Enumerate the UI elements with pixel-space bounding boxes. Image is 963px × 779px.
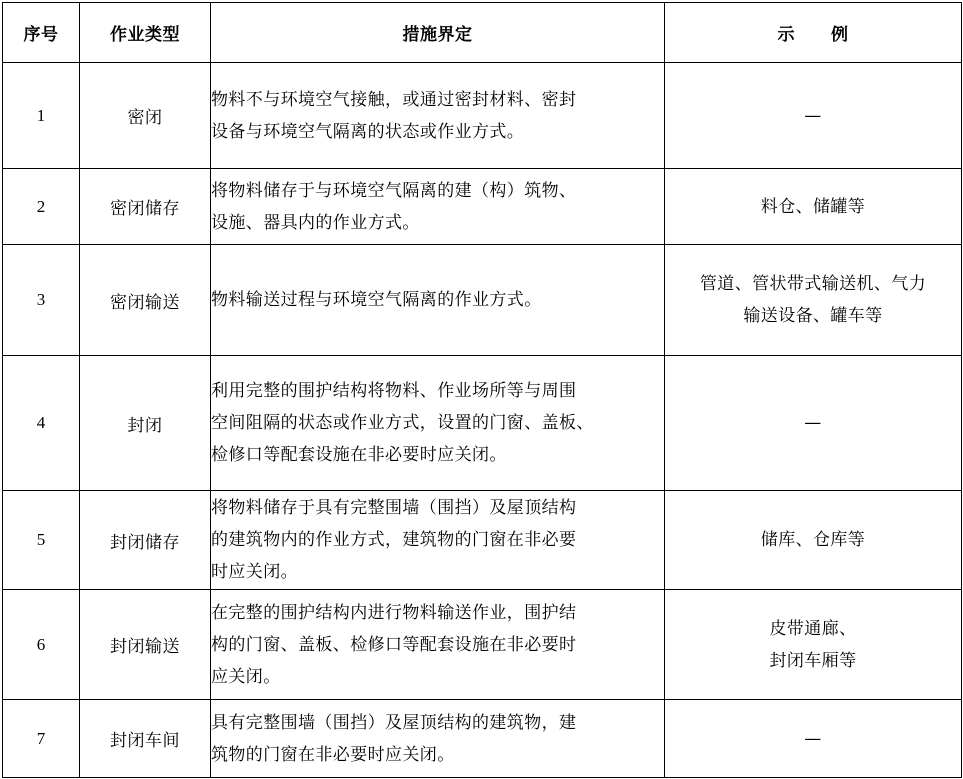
example-line: 输送设备、罐车等 — [743, 306, 883, 326]
row-example — [665, 356, 962, 491]
table-header-row — [3, 3, 962, 63]
row-num: 1 — [3, 63, 80, 169]
row-num: 2 — [3, 169, 80, 245]
row-type: 密闭 — [80, 63, 211, 169]
row-definition — [211, 700, 665, 778]
definition-line: 时应关闭。 — [211, 562, 298, 582]
example-line: — — [804, 413, 822, 433]
table-row — [3, 63, 962, 169]
row-example — [665, 700, 962, 778]
row-definition — [211, 491, 665, 590]
row-type: 封闭车间 — [80, 700, 211, 778]
header-num: 序号 — [3, 3, 80, 63]
row-definition — [211, 590, 665, 700]
row-type: 封闭 — [80, 356, 211, 491]
row-example — [665, 245, 962, 356]
example-line: — — [804, 728, 822, 749]
row-example — [665, 491, 962, 590]
row-num: 4 — [3, 356, 80, 491]
header-definition: 措施界定 — [211, 3, 665, 63]
table-row — [3, 169, 962, 245]
row-definition — [211, 245, 665, 356]
row-example — [665, 590, 962, 700]
row-num: 5 — [3, 491, 80, 590]
definition-line: 筑物的门窗在非必要时应关闭。 — [211, 744, 455, 765]
row-definition — [211, 63, 665, 169]
definition-line: 构的门窗、盖板、检修口等配套设施在非必要时 — [211, 634, 577, 655]
definition-line: 物料不与环境空气接触，或通过密封材料、密封 — [211, 89, 577, 110]
row-type: 密闭输送 — [80, 245, 211, 356]
definition-line: 检修口等配套设施在非必要时应关闭。 — [211, 445, 507, 465]
example-line: 管道、管状带式输送机、气力 — [699, 274, 927, 294]
table-row — [3, 245, 962, 356]
header-example-char-1: 示 — [777, 25, 795, 45]
header-example — [665, 3, 962, 63]
table-row — [3, 700, 962, 778]
definition-line: 具有完整围墙（围挡）及屋顶结构的建筑物，建 — [211, 712, 577, 733]
row-num: 6 — [3, 590, 80, 700]
row-definition — [211, 169, 665, 245]
definition-line: 利用完整的围护结构将物料、作业场所等与周围 — [211, 381, 577, 401]
definition-line: 在完整的围护结构内进行物料输送作业，围护结 — [211, 602, 577, 623]
row-example — [665, 169, 962, 245]
definition-line: 的建筑物内的作业方式，建筑物的门窗在非必要 — [211, 530, 577, 550]
measures-table — [2, 2, 962, 778]
definition-line: 设施、器具内的作业方式。 — [211, 212, 420, 233]
example-line: 封闭车厢等 — [769, 650, 857, 671]
example-line: 料仓、储罐等 — [760, 196, 866, 217]
definition-line: 空间阻隔的状态或作业方式，设置的门窗、盖板、 — [211, 413, 594, 433]
row-num: 7 — [3, 700, 80, 778]
definition-line: 物料输送过程与环境空气隔离的作业方式。 — [211, 290, 542, 310]
row-definition — [211, 356, 665, 491]
example-line: 储库、仓库等 — [760, 530, 866, 550]
definition-line: 应关闭。 — [211, 666, 281, 687]
header-example-char-2: 例 — [831, 25, 849, 45]
row-num: 3 — [3, 245, 80, 356]
row-type: 封闭输送 — [80, 590, 211, 700]
definition-line: 设备与环境空气隔离的状态或作业方式。 — [211, 121, 525, 142]
row-example — [665, 63, 962, 169]
example-line: — — [804, 105, 822, 126]
header-type: 作业类型 — [80, 3, 211, 63]
table-row — [3, 491, 962, 590]
table-row — [3, 590, 962, 700]
definition-line: 将物料储存于与环境空气隔离的建（构）筑物、 — [211, 180, 577, 201]
row-type: 封闭储存 — [80, 491, 211, 590]
row-type: 密闭储存 — [80, 169, 211, 245]
example-line: 皮带通廊、 — [769, 618, 857, 639]
table-row — [3, 356, 962, 491]
definition-line: 将物料储存于具有完整围墙（围挡）及屋顶结构 — [211, 498, 577, 518]
